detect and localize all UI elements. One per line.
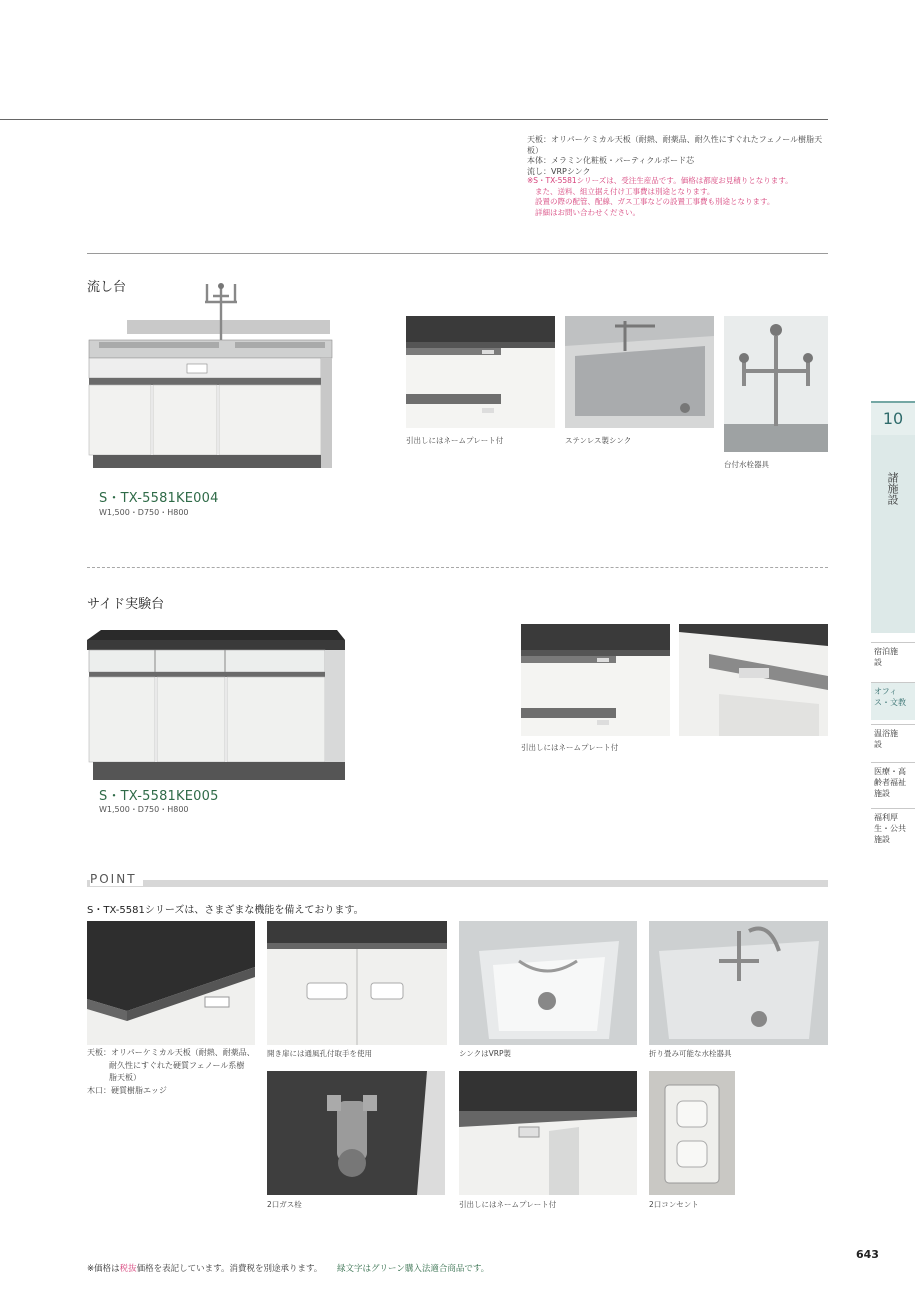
sink-caption-stainless: ステンレス製シンク [565, 436, 632, 445]
note-line-1: ※S・TX-5581シリーズは、受注生産品です。価格は都度お見積りとなります。 [527, 176, 793, 185]
side-index-bath[interactable] [871, 724, 915, 760]
side-drawer-photo-1 [521, 624, 670, 736]
chapter-title-vertical: 諸施設 [886, 472, 899, 505]
point-top-photo [87, 921, 255, 1045]
point-label: POINT [90, 872, 143, 886]
faucet-photo [724, 316, 828, 452]
point-caption-top [87, 1047, 267, 1097]
point-caption-handle: 開き扉には通風孔付取手を使用 [267, 1049, 372, 1058]
point-caption-outlet: 2口コンセント [649, 1200, 699, 1209]
side-section-title: サイド実験台 [87, 597, 165, 612]
point-caption-gas: 2口ガス栓 [267, 1200, 302, 1209]
side-index-office[interactable] [871, 682, 915, 720]
footer-note-suffix: 価格を表記しています。消費税を別途承ります。 [136, 1264, 323, 1274]
footer-green-note: 緑文字はグリーン購入法適合商品です。 [337, 1264, 490, 1274]
point-caption-top-2: 耐久性にすぐれた硬質フェノール系樹 [109, 1060, 245, 1070]
sink-cabinet-photo [87, 278, 337, 483]
sink-model-number: S・TX-5581KE004 [99, 491, 219, 506]
chapter-number-tab[interactable]: 10 [871, 401, 915, 435]
side-index-medical[interactable] [871, 762, 915, 806]
point-vrp-sink-photo [459, 921, 637, 1045]
side-index-bath-label: 温浴施設 [874, 729, 898, 749]
point-caption-folding: 折り畳み可能な水栓器具 [649, 1049, 732, 1058]
footer-note [87, 1262, 489, 1274]
point-caption-edge: 木口：硬質樹脂エッジ [87, 1085, 167, 1095]
side-index-lodging[interactable] [871, 642, 915, 680]
chapter-tab-strip [871, 435, 915, 633]
section-divider-2 [87, 567, 828, 568]
note-line-4: 詳細はお問い合わせください。 [535, 207, 640, 217]
side-index-medical-label: 医療・高齢者福祉施設 [874, 767, 906, 798]
point-caption-top-1: 天板：オリパーケミカル天板（耐熱、耐薬品、 [87, 1048, 255, 1057]
point-drawer-photo [459, 1071, 637, 1195]
side-index-welfare[interactable] [871, 808, 915, 844]
side-drawer-photo-2 [679, 624, 828, 736]
point-folding-faucet-photo [649, 921, 828, 1045]
order-notes [527, 176, 827, 218]
stainless-sink-photo [565, 316, 714, 428]
point-intro: S・TX-5581シリーズは、さまざまな機能を備えております。 [87, 905, 364, 916]
sink-caption-nameplate: 引出しにはネームプレート付 [406, 436, 504, 445]
footer-note-prefix: ※価格は [87, 1264, 120, 1274]
sink-caption-faucet: 台付水栓器具 [724, 460, 769, 469]
side-bench-photo [87, 630, 347, 782]
spec-line-3: 流し：VRPシンク [527, 166, 591, 176]
drawer-nameplate-photo [406, 316, 555, 428]
spec-line-2: 本体：メラミン化粧板・パーティクルボード芯 [527, 156, 695, 165]
page-number: 643 [856, 1248, 879, 1261]
sink-dimensions: W1,500・D750・H800 [99, 508, 189, 517]
side-index-office-label: オフィス・文教 [874, 687, 906, 707]
spec-block [527, 135, 827, 177]
sink-section-title: 流し台 [87, 280, 127, 295]
point-caption-drawer: 引出しにはネームプレート付 [459, 1200, 557, 1209]
section-rule-1 [87, 253, 828, 254]
point-door-handle-photo [267, 921, 447, 1045]
point-caption-vrp: シンクはVRP製 [459, 1049, 512, 1058]
point-caption-top-3: 脂天板） [109, 1073, 141, 1082]
spec-line-1: 天板：オリパーケミカル天板（耐熱、耐薬品、耐久性にすぐれたフェノール樹脂天板） [527, 135, 823, 155]
point-outlet-photo [649, 1071, 735, 1195]
point-bar [87, 880, 828, 887]
footer-note-highlight: 税抜 [119, 1264, 137, 1274]
side-model-number: S・TX-5581KE005 [99, 789, 219, 804]
side-index-lodging-label: 宿泊施設 [874, 647, 898, 667]
side-caption-nameplate: 引出しにはネームプレート付 [521, 743, 619, 752]
side-index-welfare-label: 福利厚生・公共施設 [874, 813, 906, 844]
note-line-2: また、送料、組立据え付け工事費は別途となります。 [535, 186, 715, 196]
side-dimensions: W1,500・D750・H800 [99, 805, 189, 814]
top-rule [0, 119, 828, 120]
point-gas-cock-photo [267, 1071, 445, 1195]
note-line-3: 設置の際の配管、配線、ガス工事などの設置工事費も別途となります。 [535, 197, 775, 206]
